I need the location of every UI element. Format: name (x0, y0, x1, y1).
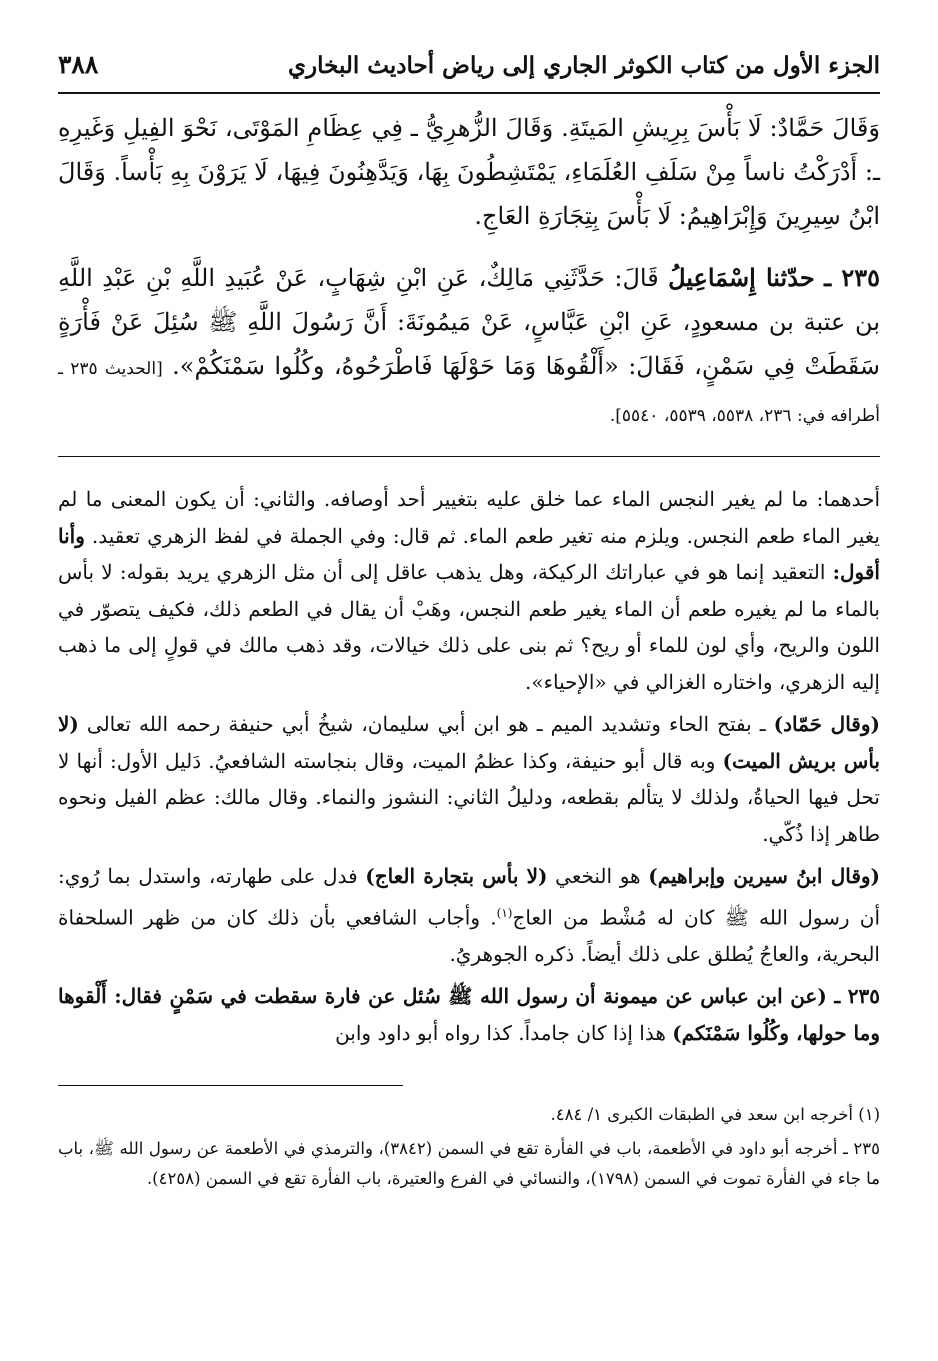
footnote-1: (١) أخرجه ابن سعد في الطبقات الكبرى ١/ ٤٨٤. (550, 1105, 880, 1125)
footnote-marker[interactable]: (١) (496, 905, 513, 920)
book-title: الجزء الأول من كتاب الكوثر الجاري إلى رياض أحاديث البخاري (288, 52, 880, 79)
commentary-text: أحدهما: ما لم يغير النجس الماء عما خلق عليه بتغيير أحد أوصافه. والثاني: أن يكون المعنى ما لم يغير الماء طعم النجس. ويلزم منه تغير طعم الماء. ثم قال: وفي الجملة في لفظ الزهري تعقيد. (58, 487, 880, 548)
hadith-reference: [الحديث ٢٣٥ ـ أطرافه في: ٢٣٦، ٥٥٣٨، ٥٥٣٩، ٥٥٤٠]. (58, 359, 880, 426)
commentary-text: . وأجاب الشافعي بأن ذلك كان من ظهر السلحفاة البحرية، والعاجُ يُطلق على ذلك أيضاً. ذكره الجوهريُ. (58, 905, 880, 966)
commentary-text: وبه قال أبو حنيفة، وكذا عظمُ الميت، وقال بنجاسته الشافعيُ. دَليل الأول: أنها لا تحل فيها الحياةُ، ولذلك لا يتألم بقطعه، ودليلُ الثاني: النشوز والنماء. وقال مالك: عظم الفيل ونحوه طاهر إذا ذُكّي. (58, 748, 880, 846)
page-header (58, 50, 880, 90)
commentary-paragraph-4 (58, 978, 880, 1051)
lemma-feathers: (لا بأس بريش الميت) (58, 712, 880, 773)
commentary-paragraph-2 (58, 706, 880, 852)
commentary-text: هذا إذا كان جامداً. كذا رواه أبو داود وابن (335, 1020, 673, 1045)
lemma-ivory: (لا بأس بتجارة العاج) (365, 864, 548, 888)
commentary-paragraph-3 (58, 858, 880, 972)
lemma-hadith-235: ٢٣٥ ـ (عن ابن عباس عن ميمونة أن رسول الله ﷺ سُئل عن فارة سقطت في سَمْنٍ فقال: أَلْقوها وما حولها، وكُلُوا سَمْنَكم) (58, 984, 880, 1045)
commentary-text: ـ بفتح الحاء وتشديد الميم ـ هو ابن أبي سليمان، شيخُ أبي حنيفة رحمه الله تعالى (78, 712, 774, 736)
lemma-ibn-sirin: (وقال ابنُ سيرين وإبراهيم) (648, 864, 881, 888)
header-rule (58, 92, 880, 94)
commentary-text: فدل على طهارته، واستدل بما رُوي: أن رسول الله ﷺ كان له مُشْط من العاج (58, 864, 880, 930)
intro-paragraph: وَقَالَ حَمَّادٌ: لَا بَأْسَ بِرِيشِ المَيتَةِ. وَقَالَ الزُّهرِيُّ ـ فِي عِظَامِ المَوْتَى، نَحْوَ الفِيلِ وَغَيرِهِ ـ: أَدْرَكْتُ ناساً مِنْ سَلَفِ العُلَمَاءِ، يَمْتَشِطُونَ بِهَا، وَيَدَّهِنُونَ فِيهَا، لَا يَرَوْنَ بِهِ بَأْساً. وَقَالَ ابْنُ سِيرِينَ وَإِبْرَاهِيمُ: لَا بَأْسَ بِتِجَارَةِ العَاجِ. (58, 114, 880, 230)
hadith-body: قَالَ: حَدَّثَنِي مَالِكٌ، عَنِ ابْنِ شِهَابٍ، عَنْ عُبَيدِ اللَّهِ بْنِ عَبْدِ اللَّهِ بن عتبة بن مسعودٍ، عَنِ ابْنِ عَبَّاسٍ، عَنْ مَيمُونَةَ: أَنَّ رَسُولَ اللَّهِ ﷺ سُئِلَ عَنْ فَأْرَةٍ سَقَطَتْ فِي سَمْنٍ، فَقَالَ: «أَلْقُوهَا وَمَا حَوْلَهَا فَاطْرَحُوهُ، وكُلُوا سَمْنَكُمْ». (58, 264, 881, 380)
lemma-hammad: (وقال حَمّاد) (773, 712, 880, 736)
hadith-number: ٢٣٥ ـ (824, 263, 880, 292)
commentary-bold: وأنا أقول: (58, 523, 880, 584)
hadith-235 (58, 256, 880, 438)
section-divider (58, 456, 880, 457)
commentary-text: هو النخعي (547, 864, 649, 888)
footnote-235: ٢٣٥ ـ أخرجه أبو داود في الأطعمة، باب في الفأرة تقع في السمن (٣٨٤٢)، والترمذي في الأطعمة عن رسول الله ﷺ، باب ما جاء في الفأرة تموت في السمن (١٧٩٨)، والنسائي في الفرع والعتيرة، باب الفأرة تقع في السمن (٤٢٥٨). (58, 1139, 880, 1189)
footnotes (58, 1100, 880, 1194)
footnote-rule (58, 1085, 403, 1086)
page-number: ٣٨٨ (58, 50, 99, 79)
hadith-text-section (58, 106, 880, 438)
commentary-paragraph-1 (58, 481, 880, 700)
hadith-chain-start: حدّثنا إِسْمَاعِيلُ (668, 263, 815, 292)
commentary-text: التعقيد إنما هو في عباراتك الركيكة، وهل يذهب عاقل إلى أن مثل الزهري يريد بقوله: لا بأس بالماء ما لم يغيره طعم أن الماء يغير طعم النجس، وهَبْ أن يقال في الطعم ذلك، فكيف يتصوّر في اللون والريح، وأي لون للماء أو ريح؟ ثم بنى على ذلك خيالات، وقد ذهب مالك في قولٍ إلى ما ذهب إليه الزهري، واختاره الغزالي في «الإحياء». (58, 560, 880, 694)
commentary-section (58, 481, 880, 1051)
